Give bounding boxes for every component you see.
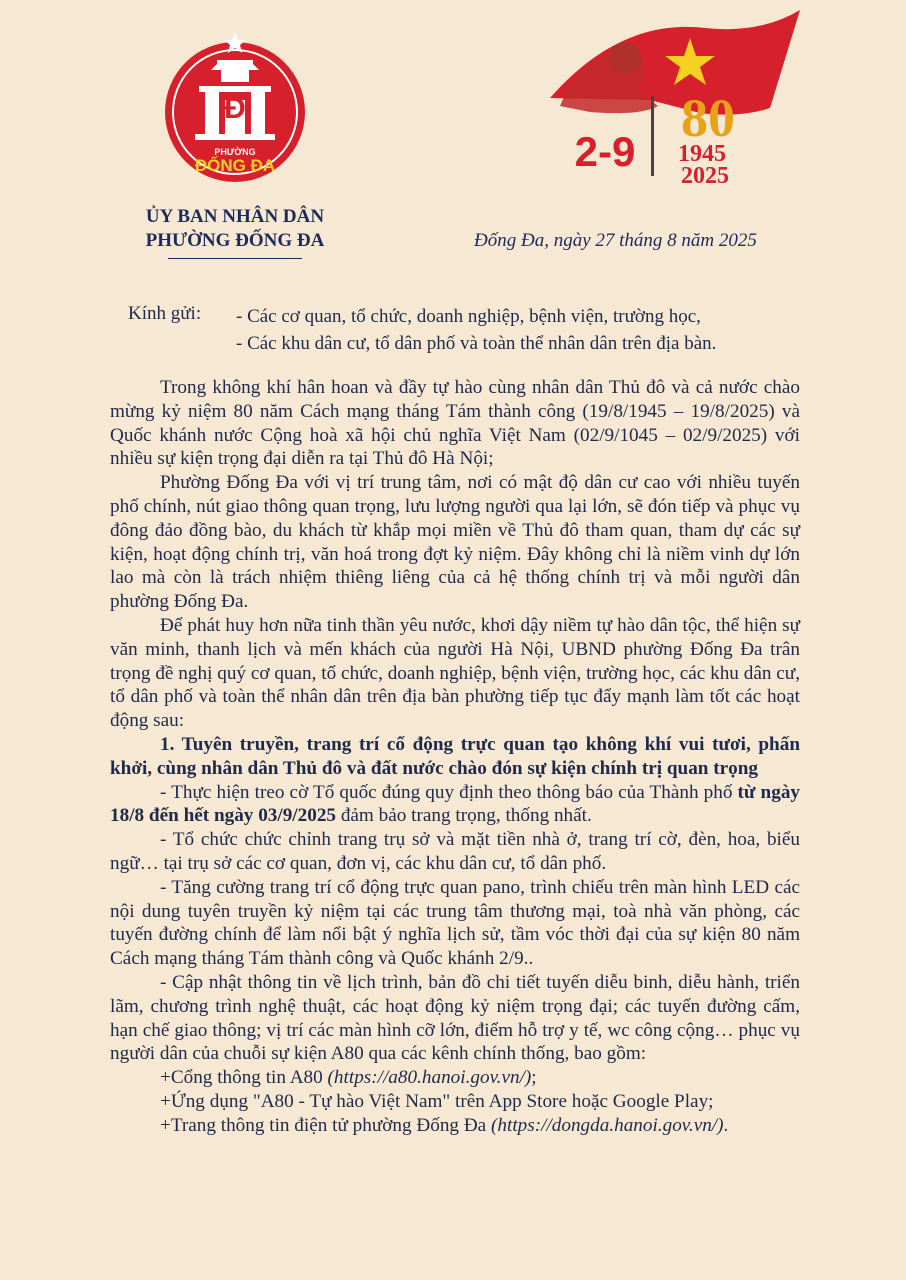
channel-ward-website-end: . <box>723 1114 729 1136</box>
bullet-flag-suffix: đảm bảo trang trọng, thống nhất. <box>336 805 592 827</box>
paragraph-ward-context: Phường Đống Đa với vị trí trung tâm, nơi có mật độ dân cư cao với nhiều tuyến phố chính, nút giao thông quan trọng, lưu lượng người qua lại lớn, sẽ đón tiếp và phục vụ đông đảo đồng bào, du khách từ khắp mọi miền về Thủ đô tham quan, tham dự các sự kiện, hoạt động chính trị, văn hoá trong đợt kỷ niệm. Đây không chỉ là niềm vinh dự lớn lao mà còn là trách nhiệm thiêng liêng của cả hệ thống chính trị và mỗi người dân phường Đống Đa. <box>110 472 800 613</box>
recipient-line1: - Các cơ quan, tổ chức, doanh nghiệp, bệnh viện, trường học, <box>236 306 701 327</box>
link-ward-website[interactable]: (https://dongda.hanoi.gov.vn/) <box>491 1114 724 1136</box>
bullet-visual-propaganda: - Tăng cường trang trí cổ động trực quan pano, trình chiếu trên màn hình LED các nội dung tuyên truyền kỷ niệm tại các trung tâm thương mại, toà nhà văn phòng, các tuyến đường chính để làm nổi bật ý nghĩa lịch sử, tầm vóc thời đại của sự kiện 80 năm Cách mạng tháng Tám thành công và Quốc khánh 2/9.. <box>110 876 800 970</box>
paragraph-intro: Trong không khí hân hoan và đầy tự hào cùng nhân dân Thủ đô và cả nước chào mừng kỷ niệm 80 năm Cách mạng tháng Tám thành công (19/8/1945 – 19/8/2025) và Quốc khánh nước Cộng hoà xã hội chủ nghĩa Việt Nam (02/9/1045 – 02/9/2025) với nhiều sự kiện trọng đại diễn ra tại Thủ đô Hà Nội; <box>110 377 800 470</box>
channel-a80-portal <box>110 1066 800 1090</box>
channel-a80-app: +Ứng dụng "A80 - Tự hào Việt Nam" trên App Store hoặc Google Play; <box>160 1090 714 1112</box>
channel-ward-website-text: +Trang thông tin điện tử phường Đống Đa <box>160 1114 491 1136</box>
section-heading-1: 1. Tuyên truyền, trang trí cổ động trực quan tạo không khí vui tươi, phấn khởi, cùng nhân dân Thủ đô và đất nước chào đón sự kiện chính trị quan trọng <box>110 733 800 779</box>
logo-text-line1: PHƯỜNG <box>214 147 256 157</box>
org-line1: ỦY BAN NHÂN DÂN <box>145 206 325 227</box>
bullet-flag-text: - Thực hiện treo cờ Tổ quốc đúng quy định theo thông báo của Thành phố <box>160 781 738 803</box>
issuing-organization <box>120 205 350 259</box>
emblem-year-start: 1945 <box>678 141 726 167</box>
recipients-label: Kính gửi: <box>128 303 202 324</box>
ward-logo <box>165 30 305 190</box>
org-underline <box>168 258 302 259</box>
bullet-flag-hanging <box>110 781 800 829</box>
recipient-line2: - Các khu dân cư, tổ dân phố và toàn thể nhân dân trên địa bàn. <box>236 333 717 354</box>
letter-body <box>110 376 800 1138</box>
link-a80-portal[interactable]: (https://a80.hanoi.gov.vn/) <box>327 1067 532 1089</box>
recipients-list <box>236 303 716 357</box>
document-date: Đống Đa, ngày 27 tháng 8 năm 2025 <box>474 230 757 251</box>
logo-text-line2: ĐỐNG ĐA <box>194 156 276 175</box>
svg-text:Đ: Đ <box>224 92 246 125</box>
flag-emblem-graphic <box>530 8 820 193</box>
paragraph-request: Để phát huy hơn nữa tinh thần yêu nước, khơi dậy niềm tự hào dân tộc, thể hiện sự văn minh, thanh lịch và mến khách của người Hà Nội, UBND phường Đống Đa trân trọng đề nghị quý cơ quan, tổ chức, doanh nghiệp, bệnh viện, trường học, các khu dân cư, tổ dân phố và toàn thể nhân dân trên địa bàn phường tiếp tục đẩy mạnh làm tốt các hoạt động sau: <box>110 614 800 732</box>
emblem-year-end: 2025 <box>681 163 729 189</box>
anniversary-emblem <box>530 8 820 193</box>
emblem-number: 80 <box>681 88 735 148</box>
emblem-date: 2-9 <box>574 128 636 175</box>
bullet-decoration: - Tổ chức chức chỉnh trang trụ sở và mặt tiền nhà ở, trang trí cờ, đèn, hoa, biểu ngữ… tại trụ sở các cơ quan, đơn vị, các khu dân cư, tổ dân phố. <box>110 829 800 874</box>
channel-ward-website <box>110 1114 800 1138</box>
org-line2: PHƯỜNG ĐỐNG ĐA <box>145 230 325 251</box>
bullet-flag-dates: từ ngày 18/8 đến hết ngày 03/9/2025 <box>110 781 801 827</box>
ward-logo-emblem <box>165 30 305 190</box>
channel-a80-portal-text: +Cổng thông tin A80 <box>160 1067 328 1089</box>
bullet-information-update: - Cập nhật thông tin về lịch trình, bản đồ chi tiết tuyến diễu binh, diễu hành, triển lãm, chương trình nghệ thuật, các hoạt động kỷ niệm trọng đại; các tuyến đường cấm, hạn chế giao thông; vị trí các màn hình cỡ lớn, điểm hỗ trợ y tế, wc công cộng… phục vụ người dân của chuỗi sự kiện A80 qua các kênh chính thống, bao gồm: <box>110 971 800 1065</box>
channel-a80-portal-end: ; <box>531 1067 537 1089</box>
